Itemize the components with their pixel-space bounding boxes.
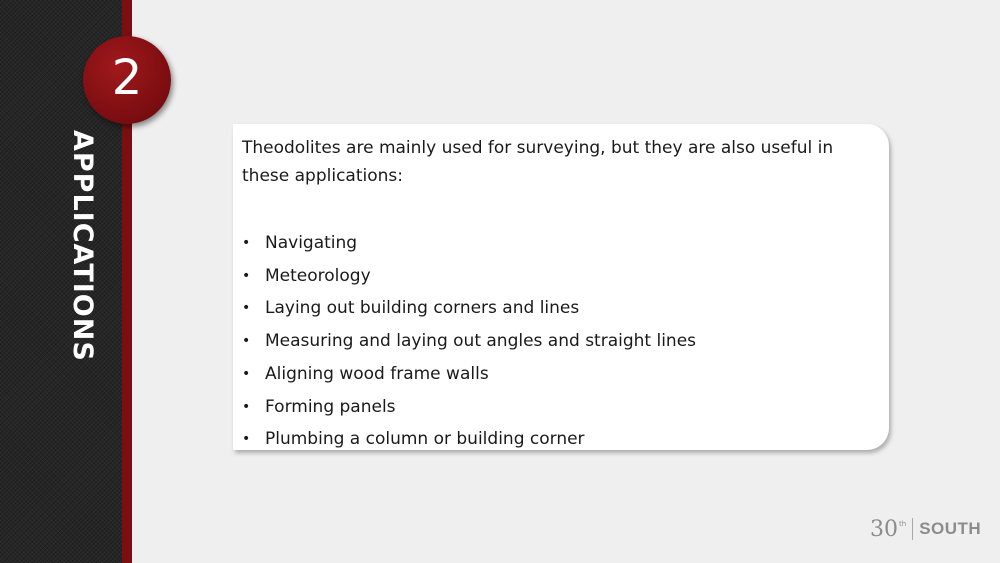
section-title: APPLICATIONS — [67, 130, 98, 362]
section-number: 2 — [111, 50, 143, 106]
list-item-text: Meteorology — [265, 265, 371, 286]
list-item — [242, 292, 696, 325]
list-item-text: Laying out building corners and lines — [265, 298, 580, 319]
bullet-icon: • — [242, 235, 251, 251]
content-box — [233, 124, 889, 450]
anniversary-number: 30 — [870, 516, 898, 542]
list-item — [242, 423, 696, 456]
list-item-text: Plumbing a column or building corner — [265, 429, 585, 450]
south-logo — [870, 515, 981, 543]
logo-divider — [912, 518, 913, 540]
list-item-text: Navigating — [265, 233, 358, 253]
anniversary-suffix: th — [899, 520, 907, 528]
list-item — [242, 260, 696, 293]
bullet-icon: • — [242, 431, 251, 448]
list-item — [242, 227, 696, 260]
list-item — [242, 391, 696, 424]
list-item-text: Forming panels — [265, 396, 396, 417]
section-number-badge — [83, 36, 171, 124]
list-item-text: Aligning wood frame walls — [265, 363, 489, 384]
bullet-icon: • — [242, 300, 251, 317]
bullet-icon: • — [242, 267, 251, 284]
brand-name: SOUTH — [919, 519, 982, 538]
intro-text: Theodolites are mainly used for surveying, but they are also useful in these applications: — [242, 138, 834, 186]
list-item — [242, 358, 696, 391]
bullet-icon: • — [242, 398, 251, 415]
list-item-text: Measuring and laying out angles and straight lines — [265, 331, 697, 352]
application-list — [242, 227, 696, 456]
bullet-icon: • — [242, 365, 251, 382]
list-item — [242, 325, 696, 358]
bullet-icon: • — [242, 333, 251, 350]
